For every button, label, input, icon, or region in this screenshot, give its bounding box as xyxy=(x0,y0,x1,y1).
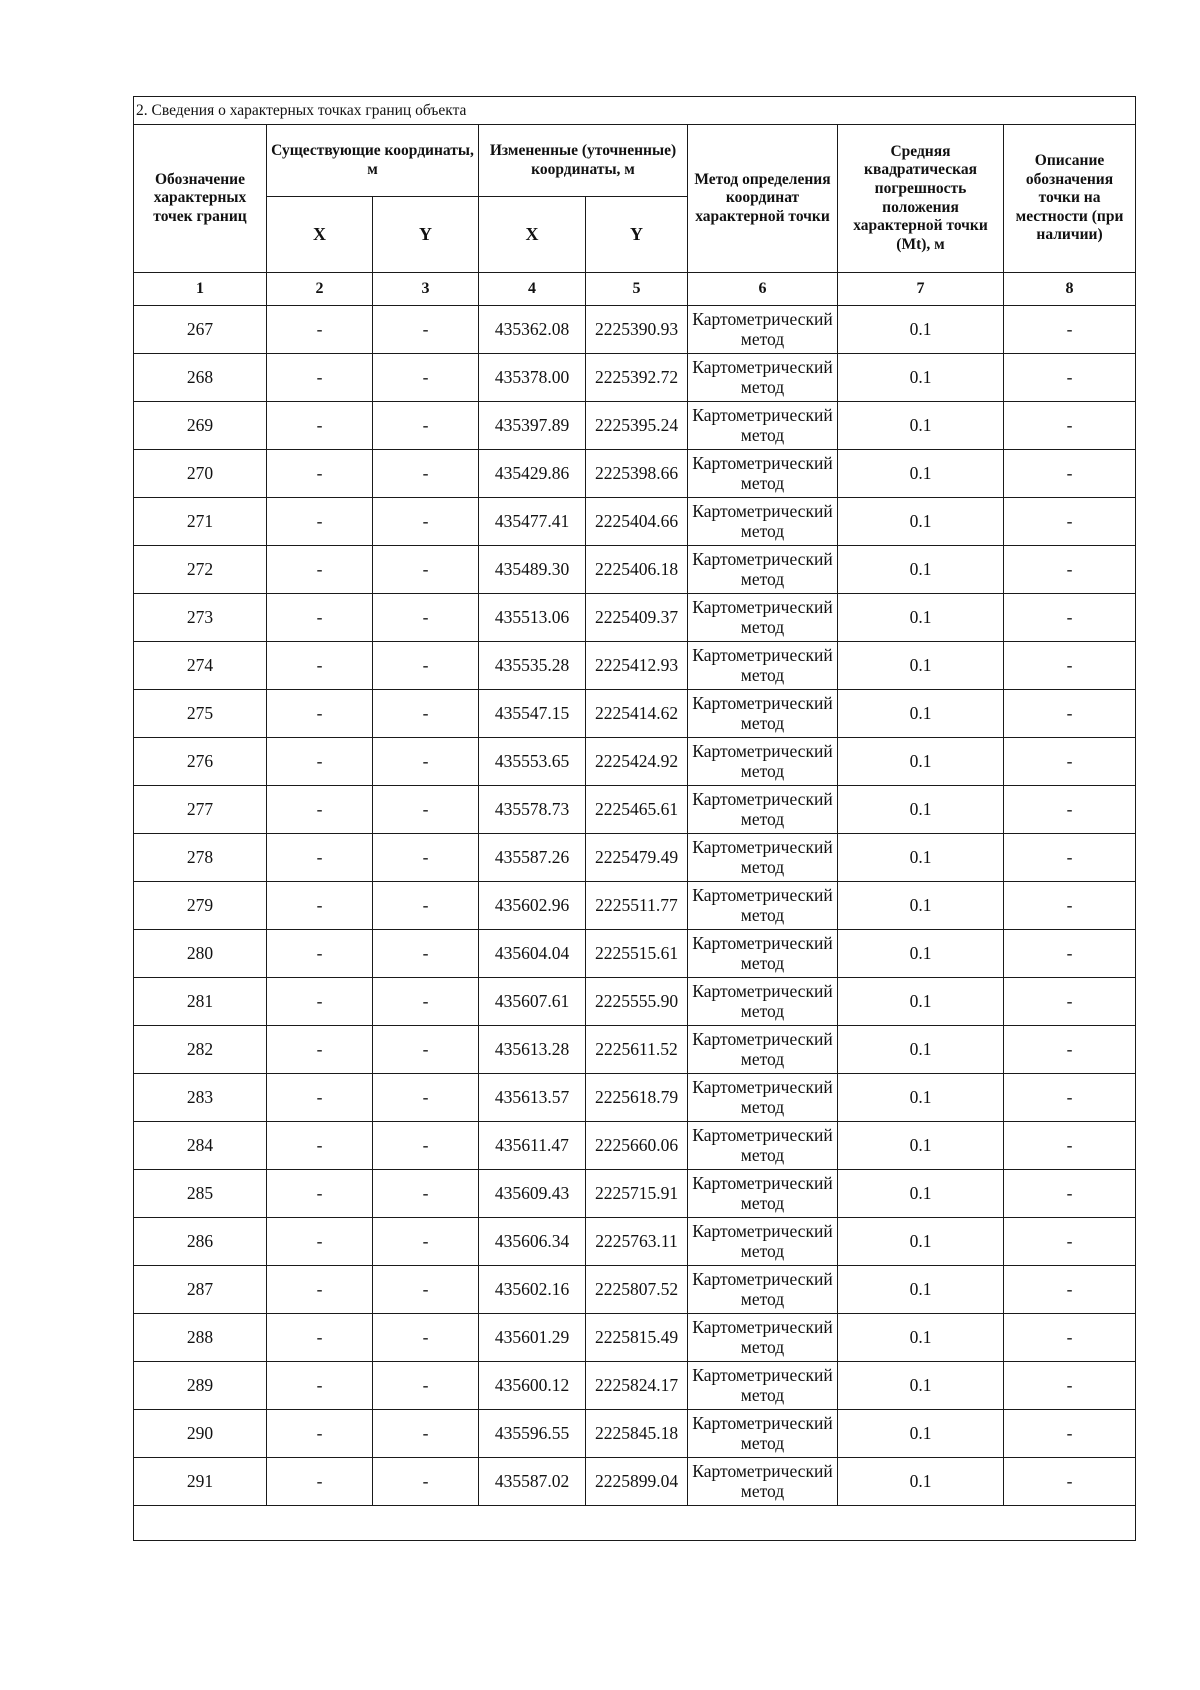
changed-y-cell: 2225398.66 xyxy=(586,450,688,498)
method-cell: Картометрический метод xyxy=(688,594,838,642)
existing-x-cell: - xyxy=(267,546,373,594)
method-cell: Картометрический метод xyxy=(688,354,838,402)
header-existing-coordinates: Существующие координаты, м xyxy=(267,125,479,197)
table-row xyxy=(134,1122,1136,1170)
description-cell: - xyxy=(1004,1266,1136,1314)
point-id-cell: 279 xyxy=(134,882,267,930)
changed-x-cell: 435587.26 xyxy=(479,834,586,882)
existing-y-cell: - xyxy=(373,786,479,834)
existing-y-cell: - xyxy=(373,594,479,642)
method-cell: Картометрический метод xyxy=(688,1218,838,1266)
existing-x-cell: - xyxy=(267,786,373,834)
point-id-cell: 281 xyxy=(134,978,267,1026)
changed-x-cell: 435604.04 xyxy=(479,930,586,978)
method-cell: Картометрический метод xyxy=(688,1314,838,1362)
description-cell: - xyxy=(1004,1410,1136,1458)
mean-error-cell: 0.1 xyxy=(838,354,1004,402)
table-row xyxy=(134,546,1136,594)
point-id-cell: 289 xyxy=(134,1362,267,1410)
existing-y-cell: - xyxy=(373,1074,479,1122)
table-row xyxy=(134,594,1136,642)
existing-y-cell: - xyxy=(373,690,479,738)
description-cell: - xyxy=(1004,306,1136,354)
existing-x-cell: - xyxy=(267,1218,373,1266)
description-cell: - xyxy=(1004,498,1136,546)
changed-x-cell: 435429.86 xyxy=(479,450,586,498)
mean-error-cell: 0.1 xyxy=(838,1170,1004,1218)
description-cell: - xyxy=(1004,690,1136,738)
table-row xyxy=(134,1266,1136,1314)
method-cell: Картометрический метод xyxy=(688,1266,838,1314)
point-id-cell: 280 xyxy=(134,930,267,978)
table-row xyxy=(134,738,1136,786)
mean-error-cell: 0.1 xyxy=(838,402,1004,450)
table-row xyxy=(134,1314,1136,1362)
description-cell: - xyxy=(1004,1314,1136,1362)
table-row xyxy=(134,1458,1136,1506)
changed-y-cell: 2225406.18 xyxy=(586,546,688,594)
table-row xyxy=(134,1410,1136,1458)
point-id-cell: 290 xyxy=(134,1410,267,1458)
existing-y-cell: - xyxy=(373,1266,479,1314)
point-id-cell: 278 xyxy=(134,834,267,882)
column-number: 4 xyxy=(479,273,586,306)
header-method: Метод определения координат характерной точки xyxy=(688,125,838,273)
method-cell: Картометрический метод xyxy=(688,978,838,1026)
changed-x-cell: 435609.43 xyxy=(479,1170,586,1218)
existing-x-cell: - xyxy=(267,1266,373,1314)
changed-x-cell: 435362.08 xyxy=(479,306,586,354)
header-point-designation: Обозначение характерных точек границ xyxy=(134,125,267,273)
existing-y-cell: - xyxy=(373,930,479,978)
mean-error-cell: 0.1 xyxy=(838,1410,1004,1458)
description-cell: - xyxy=(1004,354,1136,402)
changed-x-cell: 435378.00 xyxy=(479,354,586,402)
existing-x-cell: - xyxy=(267,1074,373,1122)
changed-x-cell: 435513.06 xyxy=(479,594,586,642)
changed-y-cell: 2225899.04 xyxy=(586,1458,688,1506)
changed-y-cell: 2225479.49 xyxy=(586,834,688,882)
mean-error-cell: 0.1 xyxy=(838,1362,1004,1410)
existing-x-cell: - xyxy=(267,594,373,642)
description-cell: - xyxy=(1004,1218,1136,1266)
point-id-cell: 288 xyxy=(134,1314,267,1362)
table-row xyxy=(134,642,1136,690)
point-id-cell: 276 xyxy=(134,738,267,786)
method-cell: Картометрический метод xyxy=(688,546,838,594)
existing-x-cell: - xyxy=(267,1026,373,1074)
table-row xyxy=(134,402,1136,450)
mean-error-cell: 0.1 xyxy=(838,1074,1004,1122)
existing-x-cell: - xyxy=(267,738,373,786)
existing-y-cell: - xyxy=(373,1122,479,1170)
description-cell: - xyxy=(1004,1122,1136,1170)
table-row xyxy=(134,882,1136,930)
point-id-cell: 283 xyxy=(134,1074,267,1122)
changed-y-cell: 2225515.61 xyxy=(586,930,688,978)
description-cell: - xyxy=(1004,1026,1136,1074)
method-cell: Картометрический метод xyxy=(688,1074,838,1122)
changed-x-cell: 435601.29 xyxy=(479,1314,586,1362)
point-id-cell: 273 xyxy=(134,594,267,642)
mean-error-cell: 0.1 xyxy=(838,882,1004,930)
table-row xyxy=(134,1074,1136,1122)
header-existing-y: Y xyxy=(373,197,479,273)
description-cell: - xyxy=(1004,1074,1136,1122)
existing-x-cell: - xyxy=(267,690,373,738)
mean-error-cell: 0.1 xyxy=(838,786,1004,834)
column-number: 3 xyxy=(373,273,479,306)
changed-y-cell: 2225845.18 xyxy=(586,1410,688,1458)
column-number: 8 xyxy=(1004,273,1136,306)
changed-y-cell: 2225465.61 xyxy=(586,786,688,834)
point-id-cell: 284 xyxy=(134,1122,267,1170)
method-cell: Картометрический метод xyxy=(688,498,838,546)
changed-y-cell: 2225660.06 xyxy=(586,1122,688,1170)
header-changed-x: X xyxy=(479,197,586,273)
table-row xyxy=(134,690,1136,738)
point-id-cell: 270 xyxy=(134,450,267,498)
method-cell: Картометрический метод xyxy=(688,1458,838,1506)
column-number: 5 xyxy=(586,273,688,306)
mean-error-cell: 0.1 xyxy=(838,450,1004,498)
mean-error-cell: 0.1 xyxy=(838,1122,1004,1170)
existing-x-cell: - xyxy=(267,930,373,978)
changed-x-cell: 435397.89 xyxy=(479,402,586,450)
existing-x-cell: - xyxy=(267,1170,373,1218)
mean-error-cell: 0.1 xyxy=(838,546,1004,594)
changed-y-cell: 2225618.79 xyxy=(586,1074,688,1122)
method-cell: Картометрический метод xyxy=(688,930,838,978)
method-cell: Картометрический метод xyxy=(688,1410,838,1458)
header-description: Описание обозначения точки на местности (при наличии) xyxy=(1004,125,1136,273)
table-row xyxy=(134,1170,1136,1218)
description-cell: - xyxy=(1004,930,1136,978)
description-cell: - xyxy=(1004,450,1136,498)
changed-x-cell: 435600.12 xyxy=(479,1362,586,1410)
mean-error-cell: 0.1 xyxy=(838,1458,1004,1506)
mean-error-cell: 0.1 xyxy=(838,930,1004,978)
existing-x-cell: - xyxy=(267,1314,373,1362)
method-cell: Картометрический метод xyxy=(688,690,838,738)
table-row xyxy=(134,834,1136,882)
changed-x-cell: 435613.57 xyxy=(479,1074,586,1122)
existing-x-cell: - xyxy=(267,978,373,1026)
description-cell: - xyxy=(1004,594,1136,642)
existing-x-cell: - xyxy=(267,450,373,498)
table-row xyxy=(134,1218,1136,1266)
description-cell: - xyxy=(1004,1170,1136,1218)
existing-x-cell: - xyxy=(267,498,373,546)
changed-x-cell: 435607.61 xyxy=(479,978,586,1026)
changed-y-cell: 2225511.77 xyxy=(586,882,688,930)
existing-y-cell: - xyxy=(373,354,479,402)
changed-x-cell: 435489.30 xyxy=(479,546,586,594)
description-cell: - xyxy=(1004,882,1136,930)
existing-x-cell: - xyxy=(267,354,373,402)
existing-x-cell: - xyxy=(267,1122,373,1170)
changed-y-cell: 2225815.49 xyxy=(586,1314,688,1362)
description-cell: - xyxy=(1004,1362,1136,1410)
existing-y-cell: - xyxy=(373,738,479,786)
existing-y-cell: - xyxy=(373,1218,479,1266)
method-cell: Картометрический метод xyxy=(688,450,838,498)
existing-y-cell: - xyxy=(373,402,479,450)
point-id-cell: 291 xyxy=(134,1458,267,1506)
changed-y-cell: 2225395.24 xyxy=(586,402,688,450)
boundary-points-table xyxy=(133,96,1136,1541)
method-cell: Картометрический метод xyxy=(688,402,838,450)
point-id-cell: 286 xyxy=(134,1218,267,1266)
empty-cell xyxy=(134,1506,1136,1541)
method-cell: Картометрический метод xyxy=(688,1026,838,1074)
changed-x-cell: 435606.34 xyxy=(479,1218,586,1266)
existing-y-cell: - xyxy=(373,1026,479,1074)
changed-x-cell: 435596.55 xyxy=(479,1410,586,1458)
point-id-cell: 268 xyxy=(134,354,267,402)
mean-error-cell: 0.1 xyxy=(838,1026,1004,1074)
changed-y-cell: 2225555.90 xyxy=(586,978,688,1026)
mean-error-cell: 0.1 xyxy=(838,834,1004,882)
changed-y-cell: 2225390.93 xyxy=(586,306,688,354)
method-cell: Картометрический метод xyxy=(688,1122,838,1170)
existing-x-cell: - xyxy=(267,306,373,354)
column-number: 2 xyxy=(267,273,373,306)
table-row xyxy=(134,354,1136,402)
column-number: 7 xyxy=(838,273,1004,306)
boundary-points-document xyxy=(133,96,1135,1541)
changed-y-cell: 2225763.11 xyxy=(586,1218,688,1266)
mean-error-cell: 0.1 xyxy=(838,1266,1004,1314)
table-row xyxy=(134,786,1136,834)
table-row xyxy=(134,930,1136,978)
mean-error-cell: 0.1 xyxy=(838,642,1004,690)
method-cell: Картометрический метод xyxy=(688,1170,838,1218)
existing-x-cell: - xyxy=(267,882,373,930)
header-mean-error: Средняя квадратическая погрешность положения характерной точки (Mt), м xyxy=(838,125,1004,273)
point-id-cell: 267 xyxy=(134,306,267,354)
existing-y-cell: - xyxy=(373,1410,479,1458)
changed-x-cell: 435553.65 xyxy=(479,738,586,786)
existing-y-cell: - xyxy=(373,306,479,354)
table-row xyxy=(134,1362,1136,1410)
method-cell: Картометрический метод xyxy=(688,738,838,786)
column-number-row xyxy=(134,273,1136,306)
changed-x-cell: 435547.15 xyxy=(479,690,586,738)
changed-y-cell: 2225424.92 xyxy=(586,738,688,786)
method-cell: Картометрический метод xyxy=(688,882,838,930)
changed-y-cell: 2225824.17 xyxy=(586,1362,688,1410)
mean-error-cell: 0.1 xyxy=(838,1314,1004,1362)
point-id-cell: 269 xyxy=(134,402,267,450)
existing-y-cell: - xyxy=(373,1314,479,1362)
existing-y-cell: - xyxy=(373,834,479,882)
existing-x-cell: - xyxy=(267,1362,373,1410)
method-cell: Картометрический метод xyxy=(688,306,838,354)
column-number: 6 xyxy=(688,273,838,306)
description-cell: - xyxy=(1004,978,1136,1026)
changed-y-cell: 2225414.62 xyxy=(586,690,688,738)
point-id-cell: 282 xyxy=(134,1026,267,1074)
point-id-cell: 272 xyxy=(134,546,267,594)
column-number: 1 xyxy=(134,273,267,306)
existing-y-cell: - xyxy=(373,546,479,594)
changed-x-cell: 435602.16 xyxy=(479,1266,586,1314)
existing-y-cell: - xyxy=(373,498,479,546)
existing-y-cell: - xyxy=(373,1458,479,1506)
point-id-cell: 287 xyxy=(134,1266,267,1314)
table-caption: 2. Сведения о характерных точках границ объекта xyxy=(134,97,1136,125)
method-cell: Картометрический метод xyxy=(688,1362,838,1410)
changed-x-cell: 435578.73 xyxy=(479,786,586,834)
changed-y-cell: 2225807.52 xyxy=(586,1266,688,1314)
mean-error-cell: 0.1 xyxy=(838,690,1004,738)
existing-x-cell: - xyxy=(267,1458,373,1506)
point-id-cell: 275 xyxy=(134,690,267,738)
existing-x-cell: - xyxy=(267,642,373,690)
changed-x-cell: 435613.28 xyxy=(479,1026,586,1074)
point-id-cell: 277 xyxy=(134,786,267,834)
mean-error-cell: 0.1 xyxy=(838,306,1004,354)
table-row xyxy=(134,978,1136,1026)
changed-y-cell: 2225412.93 xyxy=(586,642,688,690)
existing-y-cell: - xyxy=(373,978,479,1026)
changed-y-cell: 2225392.72 xyxy=(586,354,688,402)
header-changed-y: Y xyxy=(586,197,688,273)
mean-error-cell: 0.1 xyxy=(838,1218,1004,1266)
trailing-empty-row xyxy=(134,1506,1136,1541)
existing-x-cell: - xyxy=(267,1410,373,1458)
point-id-cell: 274 xyxy=(134,642,267,690)
mean-error-cell: 0.1 xyxy=(838,978,1004,1026)
changed-x-cell: 435477.41 xyxy=(479,498,586,546)
table-row xyxy=(134,498,1136,546)
description-cell: - xyxy=(1004,738,1136,786)
method-cell: Картометрический метод xyxy=(688,786,838,834)
existing-y-cell: - xyxy=(373,1362,479,1410)
header-changed-coordinates: Измененные (уточненные) координаты, м xyxy=(479,125,688,197)
existing-x-cell: - xyxy=(267,834,373,882)
header-existing-x: X xyxy=(267,197,373,273)
description-cell: - xyxy=(1004,834,1136,882)
existing-y-cell: - xyxy=(373,642,479,690)
method-cell: Картометрический метод xyxy=(688,642,838,690)
mean-error-cell: 0.1 xyxy=(838,738,1004,786)
existing-y-cell: - xyxy=(373,1170,479,1218)
method-cell: Картометрический метод xyxy=(688,834,838,882)
point-id-cell: 271 xyxy=(134,498,267,546)
table-row xyxy=(134,450,1136,498)
description-cell: - xyxy=(1004,402,1136,450)
mean-error-cell: 0.1 xyxy=(838,594,1004,642)
changed-y-cell: 2225404.66 xyxy=(586,498,688,546)
table-body xyxy=(134,306,1136,1506)
table-row xyxy=(134,1026,1136,1074)
point-id-cell: 285 xyxy=(134,1170,267,1218)
changed-y-cell: 2225715.91 xyxy=(586,1170,688,1218)
changed-x-cell: 435611.47 xyxy=(479,1122,586,1170)
description-cell: - xyxy=(1004,786,1136,834)
changed-x-cell: 435535.28 xyxy=(479,642,586,690)
description-cell: - xyxy=(1004,1458,1136,1506)
existing-y-cell: - xyxy=(373,450,479,498)
description-cell: - xyxy=(1004,642,1136,690)
mean-error-cell: 0.1 xyxy=(838,498,1004,546)
table-row xyxy=(134,306,1136,354)
existing-x-cell: - xyxy=(267,402,373,450)
existing-y-cell: - xyxy=(373,882,479,930)
changed-x-cell: 435587.02 xyxy=(479,1458,586,1506)
changed-y-cell: 2225409.37 xyxy=(586,594,688,642)
description-cell: - xyxy=(1004,546,1136,594)
changed-y-cell: 2225611.52 xyxy=(586,1026,688,1074)
changed-x-cell: 435602.96 xyxy=(479,882,586,930)
